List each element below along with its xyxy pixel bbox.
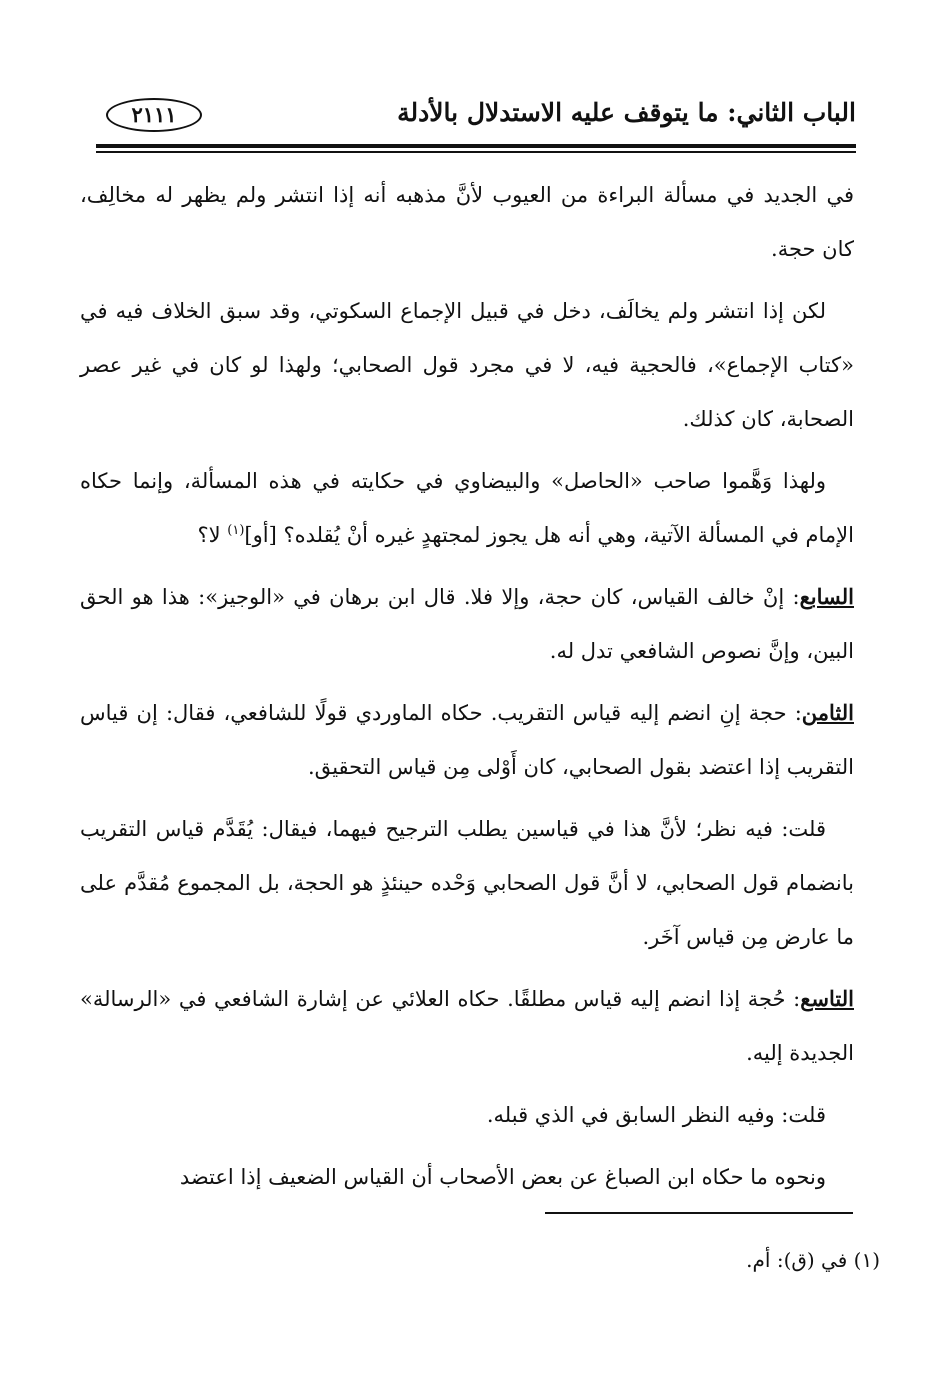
paragraph-2 (80, 284, 854, 446)
footnote-separator (545, 1212, 853, 1214)
opinion-term: التاسع (800, 986, 854, 1011)
footnote-reference: (١) (227, 523, 245, 538)
paragraph-text: : إنْ خالف القياس، كان حجة، وإلا فلا. قال ابن برهان في «الوجيز»: هذا هو الحق البين، وإنَّ نصوص الشافعي تدل له. (80, 585, 854, 663)
paragraph-text: لا؟ (197, 523, 228, 547)
chapter-title: الباب الثاني: ما يتوقف عليه الاستدلال بالأدلة (397, 98, 856, 127)
paragraph-3 (80, 454, 854, 562)
paragraph-text: قلت: فيه نظر؛ لأنَّ هذا في قياسين يطلب الترجيح فيهما، فيقال: يُقَدَّم قياس التقريب بانضمام قول الصحابي، لا أنَّ قول الصحابي وَحْده حينئذٍ هو الحجة، بل المجموع مُقدَّم على ما عارض مِن قياس آخَر. (80, 817, 854, 949)
header-rule-thin (96, 151, 856, 153)
paragraph-text: قلت: وفيه النظر السابق في الذي قبله. (486, 1103, 826, 1127)
paragraph-text: ولهذا وَهَّموا صاحب «الحاصل» والبيضاوي في حكايته في هذه المسألة، وإنما حكاه الإمام في المسألة الآتية، وهي أنه هل يجوز لمجتهدٍ غيره أنْ يُقلده؟ [أو] (80, 469, 854, 547)
paragraph-text: لكن إذا انتشر ولم يخالَف، دخل في قبيل الإجماع السكوتي، وقد سبق الخلاف فيه في «كتاب الإجماع»، فالحجية فيه، لا في مجرد قول الصحابي؛ ولهذا لو كان في غير عصر الصحابة، كان كذلك. (80, 299, 854, 431)
page-number: ٢١١١ (106, 98, 202, 132)
paragraph-4 (80, 570, 854, 678)
opinion-term: الثامن (801, 700, 854, 725)
paragraph-5 (80, 686, 854, 794)
paragraph-text: : حجة إنِ انضم إليه قياس التقريب. حكاه الماوردي قولًا للشافعي، فقال: إن قياس التقريب إذا اعتضد بقول الصحابي، كان أَوْلى مِن قياس التحقيق. (80, 701, 854, 779)
body-text (80, 168, 854, 1212)
paragraph-8 (80, 1088, 854, 1142)
paragraph-text: في الجديد في مسألة البراءة من العيوب لأنَّ مذهبه أنه إذا انتشر ولم يظهر له مخالِف، كان حجة. (80, 183, 854, 261)
paragraph-7 (80, 972, 854, 1080)
footnote: (١) في (ق): أم. (746, 1248, 880, 1272)
paragraph-6 (80, 802, 854, 964)
paragraph-text: : حُجة إذا انضم إليه قياس مطلقًا. حكاه العلائي عن إشارة الشافعي في «الرسالة» الجديدة إليه. (80, 987, 854, 1065)
paragraph-9 (80, 1150, 854, 1204)
paragraph-text: ونحوه ما حكاه ابن الصباغ عن بعض الأصحاب أن القياس الضعيف إذا اعتضد (179, 1165, 826, 1189)
opinion-term: السابع (799, 584, 854, 609)
paragraph-1 (80, 168, 854, 276)
header-rule-thick (96, 144, 856, 148)
page-header (96, 92, 856, 142)
